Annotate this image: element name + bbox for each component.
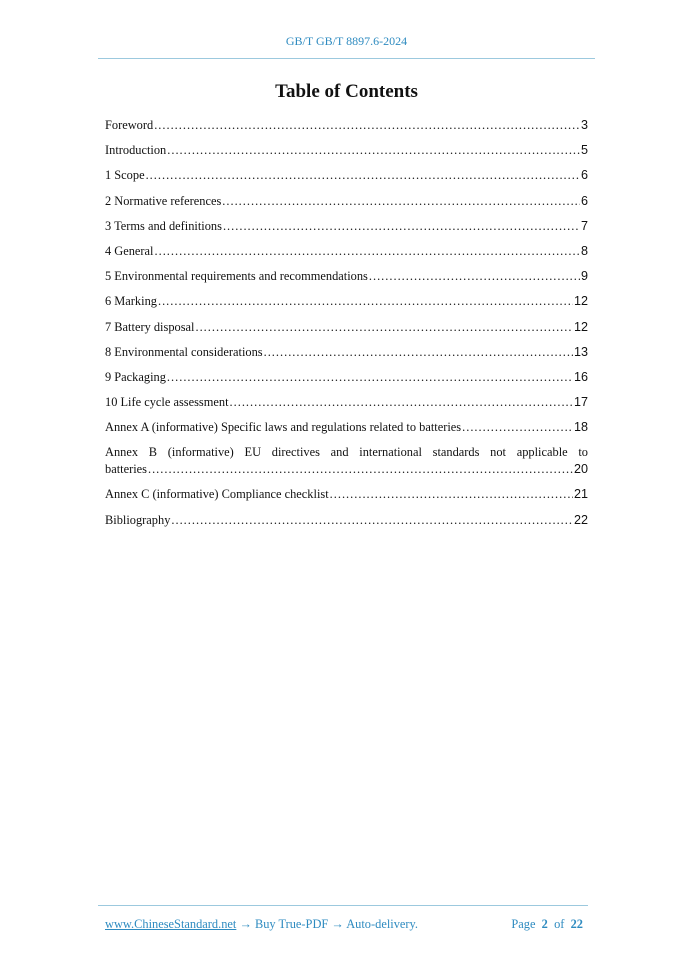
- toc-entry-marking[interactable]: [105, 293, 588, 318]
- toc-dot-leader: [195, 319, 573, 336]
- toc-entry-page: 7: [580, 218, 588, 233]
- header-divider: [98, 58, 595, 59]
- toc-entry-life-cycle-assessment[interactable]: [105, 394, 588, 419]
- toc-entry-foreword[interactable]: [105, 117, 588, 142]
- toc-entry-annex-a[interactable]: [105, 419, 588, 444]
- toc-list: [105, 117, 588, 537]
- toc-entry-label: Foreword: [105, 118, 154, 132]
- toc-entry-scope[interactable]: [105, 167, 588, 192]
- toc-dot-leader: [167, 142, 580, 159]
- toc-dot-leader: [369, 268, 580, 285]
- toc-entry-battery-disposal[interactable]: [105, 319, 588, 344]
- toc-entry-label: 2 Normative references: [105, 193, 222, 208]
- toc-dot-leader: [264, 344, 573, 361]
- toc-dot-leader: [155, 243, 580, 260]
- page-word: Page: [511, 917, 536, 931]
- toc-entry-page: 6: [580, 168, 588, 183]
- toc-entry-general[interactable]: [105, 243, 588, 268]
- toc-entry-normative-references[interactable]: [105, 193, 588, 218]
- arrow-icon: →: [331, 917, 344, 931]
- arrow-icon: →: [239, 917, 252, 931]
- toc-entry-label: 9 Packaging: [105, 369, 166, 384]
- toc-dot-leader: [222, 193, 580, 210]
- toc-entry-line2: [105, 461, 588, 478]
- toc-entry-label-line2: batteries: [105, 462, 147, 477]
- toc-dot-leader: [158, 293, 573, 310]
- current-page: 2: [541, 917, 548, 931]
- toc-entry-label: 8 Environmental considerations: [105, 344, 263, 359]
- toc-entry-page: 22: [573, 512, 588, 527]
- page-number: [511, 917, 583, 932]
- toc-entry-page: 13: [573, 344, 588, 359]
- toc-dot-leader: [462, 419, 573, 436]
- toc-entry-page: 16: [573, 369, 588, 384]
- toc-entry-label: 6 Marking: [105, 294, 157, 309]
- toc-entry-label: 5 Environmental requirements and recommendations: [105, 269, 368, 284]
- toc-entry-label-line1: Annex B (informative) EU directives and international standards not applicable to: [105, 445, 588, 460]
- toc-entry-page: 6: [580, 193, 588, 208]
- of-word: of: [554, 917, 565, 931]
- toc-entry-page: 20: [573, 462, 588, 477]
- toc-entry-page: 12: [573, 294, 588, 309]
- toc-entry-introduction[interactable]: [105, 142, 588, 167]
- toc-dot-leader: [171, 512, 573, 529]
- toc-dot-leader: [148, 461, 573, 478]
- toc-dot-leader: [223, 218, 580, 235]
- toc-dot-leader: [154, 117, 580, 134]
- toc-dot-leader: [330, 486, 573, 503]
- toc-entry-page: 9: [580, 269, 588, 284]
- toc-dot-leader: [146, 167, 580, 184]
- toc-entry-label: 1 Scope: [105, 168, 145, 183]
- toc-entry-page: 8: [580, 243, 588, 258]
- toc-entry-page: 12: [573, 319, 588, 334]
- toc-dot-leader: [230, 394, 573, 411]
- toc-entry-packaging[interactable]: [105, 369, 588, 394]
- toc-entry-label: 3 Terms and definitions: [105, 218, 222, 233]
- total-pages: 22: [570, 917, 583, 931]
- toc-entry-label: Bibliography: [105, 512, 171, 527]
- toc-entry-page: 18: [573, 420, 588, 435]
- footer-divider: [98, 905, 588, 906]
- buy-text: Buy True-PDF: [254, 917, 329, 931]
- toc-entry-bibliography[interactable]: [105, 512, 588, 537]
- toc-entry-label: 10 Life cycle assessment: [105, 395, 229, 410]
- toc-entry-terms-and-definitions[interactable]: [105, 218, 588, 243]
- spacer: [105, 478, 588, 486]
- toc-entry-label: Annex A (informative) Specific laws and regulations related to batteries: [105, 420, 462, 435]
- footer-promo: [105, 917, 418, 932]
- toc-entry-label: Annex C (informative) Compliance checklist: [105, 487, 329, 502]
- toc-entry-label: 7 Battery disposal: [105, 319, 195, 334]
- toc-entry-page: 3: [580, 118, 588, 132]
- toc-entry-label: Introduction: [105, 143, 167, 158]
- toc-entry-annex-c[interactable]: [105, 486, 588, 511]
- toc-entry-annex-b[interactable]: [105, 444, 588, 478]
- site-link[interactable]: www.ChineseStandard.net: [105, 917, 237, 931]
- toc-dot-leader: [167, 369, 573, 386]
- toc-title: Table of Contents: [275, 81, 418, 102]
- running-header: GB/T GB/T 8897.6-2024: [285, 34, 408, 48]
- delivery-text: Auto-delivery.: [346, 917, 419, 931]
- toc-entry-page: 17: [573, 395, 588, 410]
- toc-entry-environmental-considerations[interactable]: [105, 344, 588, 369]
- toc-entry-page: 21: [573, 487, 588, 502]
- toc-entry-environmental-requirements[interactable]: [105, 268, 588, 293]
- toc-entry-page: 5: [580, 143, 588, 158]
- toc-entry-label: 4 General: [105, 243, 154, 258]
